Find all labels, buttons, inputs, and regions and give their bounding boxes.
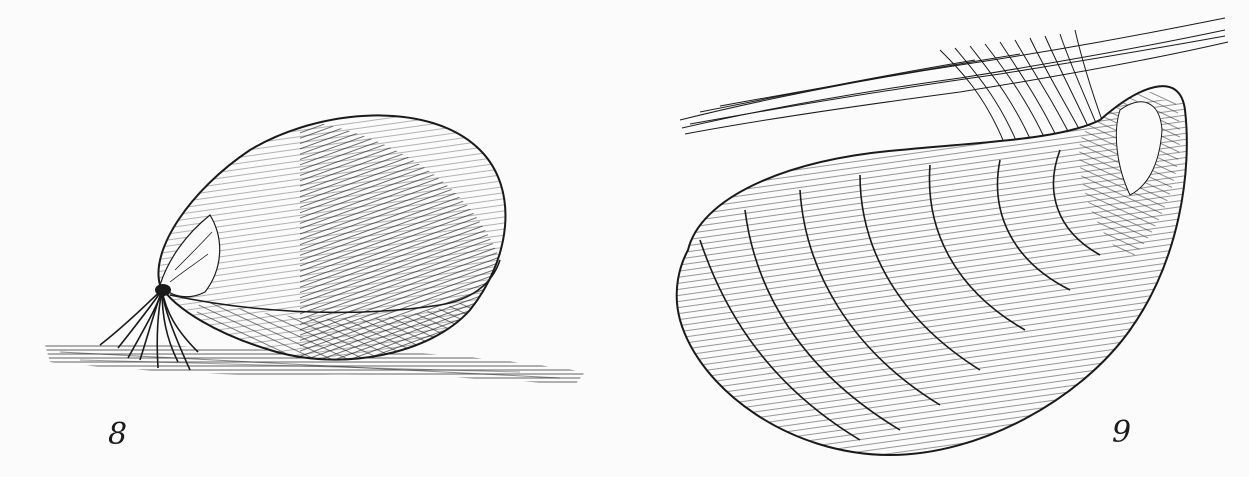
shell-9 <box>660 86 1200 470</box>
shell-8 <box>150 100 530 380</box>
figure-label-8: 8 <box>108 417 128 452</box>
figure-label-9: 9 <box>1112 415 1132 450</box>
